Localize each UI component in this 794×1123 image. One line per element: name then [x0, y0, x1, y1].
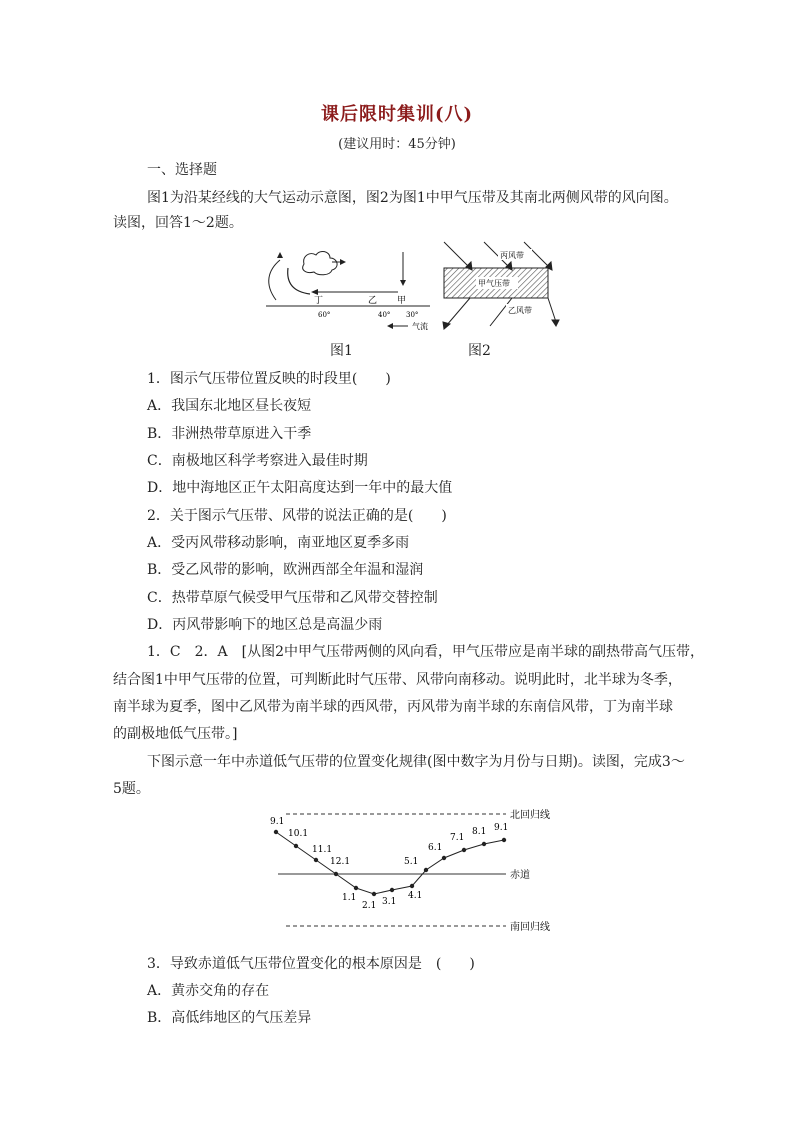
figure1-label-yi: 乙 [368, 296, 378, 306]
figure1-lat-60: 60° [318, 311, 331, 319]
itcz-point-label: 12.1 [330, 857, 351, 867]
section-heading: 一、选择题 [147, 162, 217, 178]
figure2-label-jia: 甲气压带 [478, 279, 510, 288]
figure1-label-ding: 丁 [314, 296, 324, 306]
itcz-point [502, 838, 506, 842]
figure2-caption: 图2 [468, 343, 491, 359]
itcz-point-label: 3.1 [382, 897, 397, 907]
figure1-lat-30: 30° [406, 311, 419, 319]
q3-option-b: B．高低纬地区的气压差异 [147, 1010, 312, 1026]
tropic-of-capricorn-label: 南回归线 [510, 922, 550, 933]
q1-option-b: B．非洲热带草原进入干季 [147, 426, 312, 442]
cloud-icon [303, 251, 337, 274]
itcz-point [462, 848, 466, 852]
itcz-point [354, 886, 358, 890]
itcz-point [334, 872, 338, 876]
intro2-line1: 下图示意一年中赤道低气压带的位置变化规律(图中数字为月份与日期)。读图，完成3～ [147, 754, 685, 770]
itcz-point [372, 892, 376, 896]
itcz-point [274, 830, 278, 834]
q1-stem: 1．图示气压带位置反映的时段里( ) [147, 371, 391, 387]
q1-option-c: C．南极地区科学考察进入最佳时期 [147, 453, 368, 469]
answer-line4: 的副极地低气压带。] [113, 726, 238, 742]
figure1-label-jia: 甲 [397, 296, 407, 306]
itcz-point-label: 9.1 [270, 817, 285, 827]
figure3-diagram [258, 804, 558, 936]
figure1-lat-40: 40° [378, 311, 391, 319]
itcz-point [294, 844, 298, 848]
itcz-point-label: 10.1 [288, 829, 309, 839]
q3-option-a: A．黄赤交角的存在 [147, 983, 270, 999]
q1-option-d: D．地中海地区正午太阳高度达到一年中的最大值 [147, 480, 453, 496]
q1-option-a: A．我国东北地区昼长夜短 [147, 398, 312, 414]
itcz-point-label: 9.1 [494, 823, 509, 833]
q2-stem: 2．关于图示气压带、风带的说法正确的是( ) [147, 508, 447, 524]
figure1-caption: 图1 [330, 343, 353, 359]
itcz-point-label: 2.1 [362, 901, 377, 911]
q2-option-d: D．丙风带影响下的地区总是高温少雨 [147, 617, 383, 633]
q2-option-b: B．受乙风带的影响，欧洲西部全年温和湿润 [147, 562, 424, 578]
suggested-time: (建议用时：45分钟) [338, 137, 456, 152]
figure1-legend-label: 气流 [412, 322, 428, 331]
figure2-label-bing: 丙风带 [500, 251, 524, 260]
itcz-point [390, 888, 394, 892]
itcz-point-label: 11.1 [312, 845, 333, 855]
intro1-line2: 读图，回答1～2题。 [113, 215, 243, 231]
itcz-point-label: 8.1 [472, 827, 487, 837]
itcz-point-label: 7.1 [450, 833, 465, 843]
intro1-line1: 图1为沿某经线的大气运动示意图，图2为图1中甲气压带及其南北两侧风带的风向图。 [147, 190, 678, 206]
answer-line3: 南半球为夏季，图中乙风带为南半球的西风带，丙风带为南半球的东南信风带，丁为南半球 [113, 699, 673, 715]
itcz-point-label: 5.1 [404, 857, 419, 867]
itcz-point-label: 6.1 [428, 843, 443, 853]
intro2-line2: 5题。 [113, 781, 150, 797]
itcz-point [482, 842, 486, 846]
tropic-of-cancer-label: 北回归线 [510, 810, 550, 821]
q3-stem: 3．导致赤道低气压带位置变化的根本原因是 ( ) [147, 956, 475, 972]
itcz-point [410, 884, 414, 888]
answer-line2: 结合图1中甲气压带的位置，可判断此时气压带、风带向南移动。说明此时，北半球为冬季， [113, 672, 682, 688]
q2-option-a: A．受丙风带移动影响，南亚地区夏季多雨 [147, 535, 410, 551]
itcz-point [314, 858, 318, 862]
figure2-diagram [430, 240, 560, 332]
itcz-curve [276, 832, 504, 894]
answer-line1: 1．C 2．A [从图2中甲气压带两侧的风向看，甲气压带应是南半球的副热带高气压带， [147, 644, 705, 660]
itcz-point [424, 868, 428, 872]
equator-label: 赤道 [510, 870, 530, 881]
q2-option-c: C．热带草原气候受甲气压带和乙风带交替控制 [147, 590, 438, 606]
figure1-diagram [258, 246, 438, 338]
figure2-label-yi: 乙风带 [508, 306, 532, 315]
itcz-point [442, 856, 446, 860]
itcz-point-label: 1.1 [342, 893, 357, 903]
itcz-point-label: 4.1 [408, 891, 423, 901]
figure2-lower-wind-arrows [443, 298, 559, 329]
page-title: 课后限时集训(八) [320, 104, 474, 125]
